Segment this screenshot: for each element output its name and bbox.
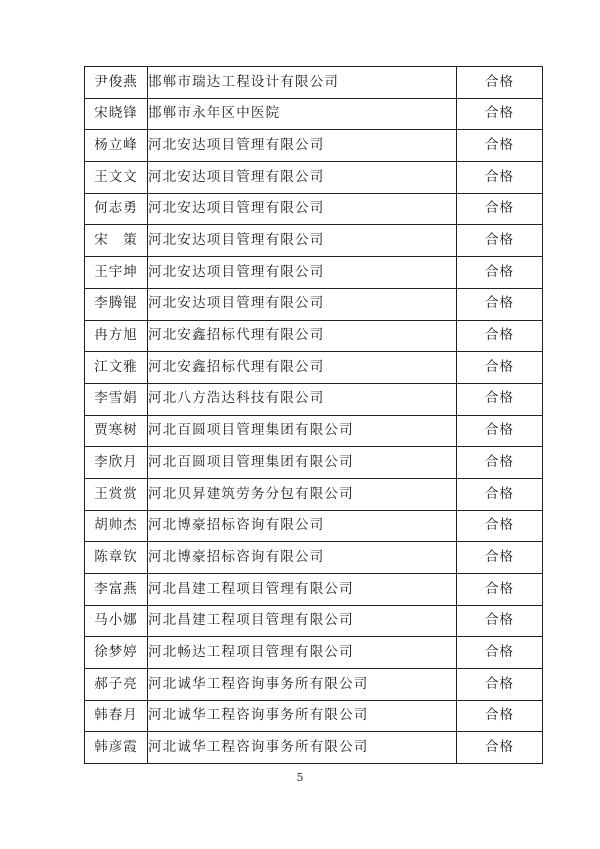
person-name-cell: 陈章钦 xyxy=(85,542,148,574)
result-cell: 合格 xyxy=(457,130,543,162)
person-name-cell: 王赏赏 xyxy=(85,478,148,510)
person-name-cell: 宋 策 xyxy=(85,225,148,257)
results-table xyxy=(84,66,543,764)
person-name-cell: 李雪娟 xyxy=(85,383,148,415)
page-number: 5 xyxy=(296,771,304,784)
organization-cell: 河北安达项目管理有限公司 xyxy=(148,130,457,162)
table-row xyxy=(85,130,543,162)
organization-cell: 河北安鑫招标代理有限公司 xyxy=(148,320,457,352)
table-row xyxy=(85,288,543,320)
person-name-cell: 王文文 xyxy=(85,162,148,194)
result-cell: 合格 xyxy=(457,732,543,764)
organization-cell: 河北昌建工程项目管理有限公司 xyxy=(148,605,457,637)
organization-cell: 河北博豪招标咨询有限公司 xyxy=(148,542,457,574)
person-name-cell: 徐梦婷 xyxy=(85,637,148,669)
result-cell: 合格 xyxy=(457,605,543,637)
result-cell: 合格 xyxy=(457,288,543,320)
table-row xyxy=(85,193,543,225)
result-cell: 合格 xyxy=(457,162,543,194)
organization-cell: 河北诚华工程咨询事务所有限公司 xyxy=(148,700,457,732)
organization-cell: 河北昌建工程项目管理有限公司 xyxy=(148,574,457,606)
results-table-body xyxy=(85,67,543,764)
person-name-cell: 宋晓锋 xyxy=(85,98,148,130)
table-row xyxy=(85,510,543,542)
table-row xyxy=(85,320,543,352)
organization-cell: 河北贝昇建筑劳务分包有限公司 xyxy=(148,478,457,510)
person-name-cell: 冉方旭 xyxy=(85,320,148,352)
result-cell: 合格 xyxy=(457,700,543,732)
result-cell: 合格 xyxy=(457,67,543,99)
person-name-cell: 何志勇 xyxy=(85,193,148,225)
organization-cell: 河北诚华工程咨询事务所有限公司 xyxy=(148,732,457,764)
result-cell: 合格 xyxy=(457,225,543,257)
table-row xyxy=(85,542,543,574)
table-row xyxy=(85,574,543,606)
person-name-cell: 王宇坤 xyxy=(85,257,148,289)
result-cell: 合格 xyxy=(457,478,543,510)
person-name-cell: 尹俊燕 xyxy=(85,67,148,99)
table-row xyxy=(85,637,543,669)
person-name-cell: 江文雅 xyxy=(85,352,148,384)
person-name-cell: 李腾锟 xyxy=(85,288,148,320)
result-cell: 合格 xyxy=(457,320,543,352)
organization-cell: 河北诚华工程咨询事务所有限公司 xyxy=(148,669,457,701)
person-name-cell: 杨立峰 xyxy=(85,130,148,162)
result-cell: 合格 xyxy=(457,637,543,669)
person-name-cell: 郝子亮 xyxy=(85,669,148,701)
result-cell: 合格 xyxy=(457,257,543,289)
person-name-cell: 贾寒树 xyxy=(85,415,148,447)
table-row xyxy=(85,700,543,732)
table-row xyxy=(85,257,543,289)
table-row xyxy=(85,447,543,479)
organization-cell: 邯郸市瑞达工程设计有限公司 xyxy=(148,67,457,99)
result-cell: 合格 xyxy=(457,447,543,479)
organization-cell: 河北安达项目管理有限公司 xyxy=(148,288,457,320)
table-row xyxy=(85,225,543,257)
result-cell: 合格 xyxy=(457,352,543,384)
result-cell: 合格 xyxy=(457,669,543,701)
table-row xyxy=(85,98,543,130)
result-cell: 合格 xyxy=(457,193,543,225)
organization-cell: 河北畅达工程项目管理有限公司 xyxy=(148,637,457,669)
person-name-cell: 胡帅杰 xyxy=(85,510,148,542)
result-cell: 合格 xyxy=(457,383,543,415)
table-row xyxy=(85,352,543,384)
organization-cell: 河北百圆项目管理集团有限公司 xyxy=(148,447,457,479)
person-name-cell: 韩春月 xyxy=(85,700,148,732)
person-name-cell: 李欣月 xyxy=(85,447,148,479)
table-row xyxy=(85,478,543,510)
table-row xyxy=(85,605,543,637)
person-name-cell: 韩彦霞 xyxy=(85,732,148,764)
result-cell: 合格 xyxy=(457,510,543,542)
organization-cell: 河北安鑫招标代理有限公司 xyxy=(148,352,457,384)
table-row xyxy=(85,415,543,447)
person-name-cell: 马小娜 xyxy=(85,605,148,637)
organization-cell: 河北安达项目管理有限公司 xyxy=(148,193,457,225)
organization-cell: 河北安达项目管理有限公司 xyxy=(148,162,457,194)
table-row xyxy=(85,732,543,764)
organization-cell: 河北安达项目管理有限公司 xyxy=(148,257,457,289)
organization-cell: 河北博豪招标咨询有限公司 xyxy=(148,510,457,542)
person-name-cell: 李富燕 xyxy=(85,574,148,606)
organization-cell: 河北百圆项目管理集团有限公司 xyxy=(148,415,457,447)
result-cell: 合格 xyxy=(457,574,543,606)
table-row xyxy=(85,669,543,701)
table-row xyxy=(85,67,543,99)
result-cell: 合格 xyxy=(457,98,543,130)
organization-cell: 河北安达项目管理有限公司 xyxy=(148,225,457,257)
result-cell: 合格 xyxy=(457,542,543,574)
result-cell: 合格 xyxy=(457,415,543,447)
organization-cell: 河北八方浩达科技有限公司 xyxy=(148,383,457,415)
table-row xyxy=(85,162,543,194)
table-row xyxy=(85,383,543,415)
organization-cell: 邯郸市永年区中医院 xyxy=(148,98,457,130)
